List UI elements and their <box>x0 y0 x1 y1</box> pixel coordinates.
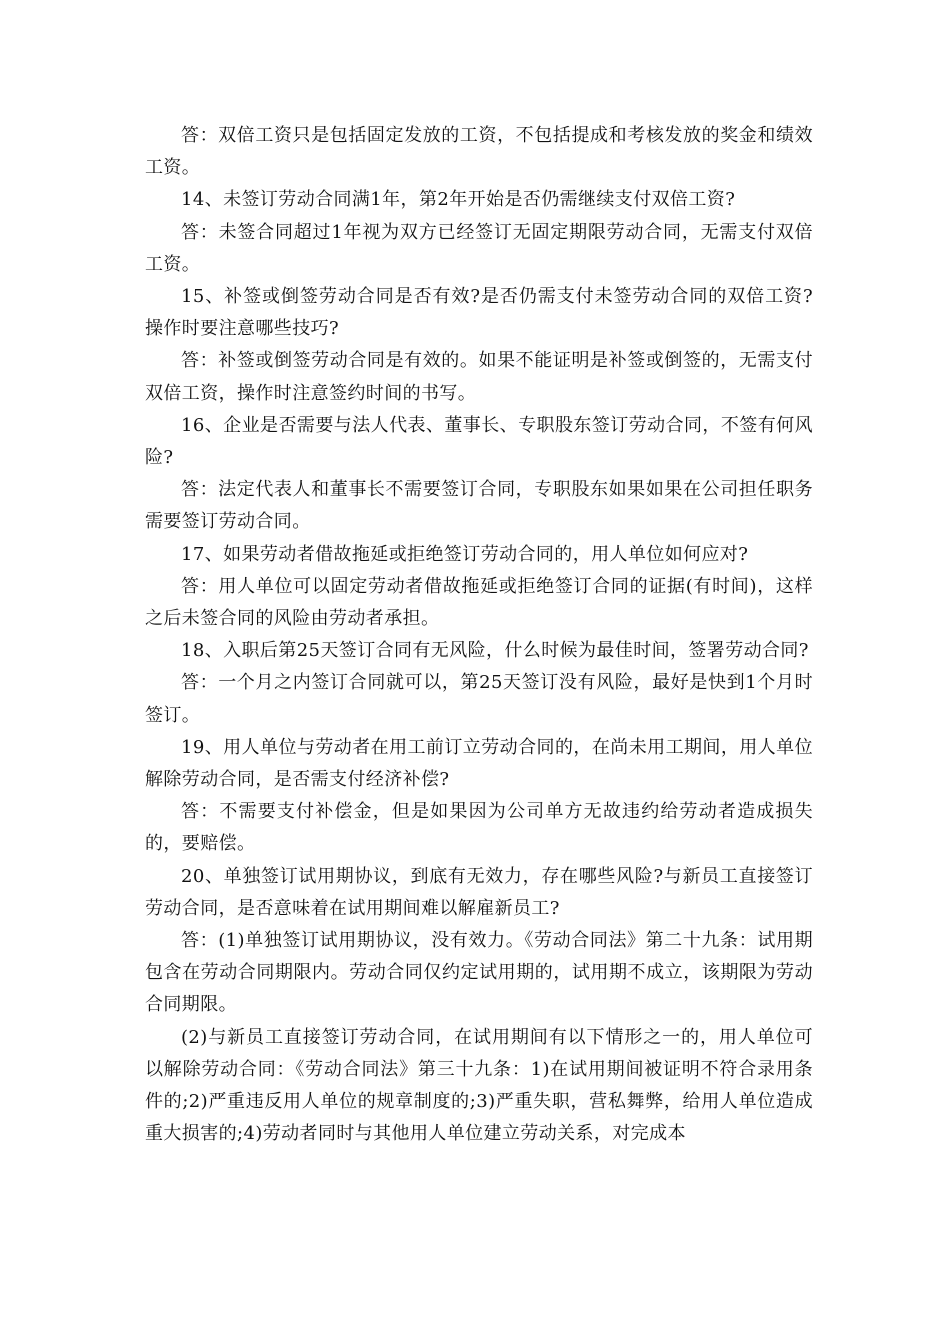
answer-paragraph: 答：一个月之内签订合同就可以，第25天签订没有风险，最好是快到1个月时签订。 <box>145 672 813 726</box>
answer-paragraph: 答：用人单位可以固定劳动者借故拖延或拒绝签订合同的证据(有时间)，这样之后未签合同的风险由劳动者承担。 <box>145 575 813 630</box>
question-paragraph: 16、企业是否需要与法人代表、董事长、专职股东签订劳动合同，不签有何风险? <box>145 414 813 469</box>
answer-paragraph: 答：未签合同超过1年视为双方已经签订无固定期限劳动合同，无需支付双倍工资。 <box>145 221 813 275</box>
answer-paragraph: 答：(1)单独签订试用期协议，没有效力。《劳动合同法》第二十九条：试用期包含在劳动合同期限内。劳动合同仅约定试用期的，试用期不成立，该期限为劳动合同期限。 <box>145 930 813 1016</box>
question-paragraph: 18、入职后第25天签订合同有无风险，什么时候为最佳时间，签署劳动合同? <box>181 640 809 662</box>
answer-paragraph: 答：不需要支付补偿金，但是如果因为公司单方无故违约给劳动者造成损失的，要赔偿。 <box>145 801 813 855</box>
answer-paragraph: 答：双倍工资只是包括固定发放的工资，不包括提成和考核发放的奖金和绩效工资。 <box>145 125 813 179</box>
document-page <box>145 120 813 1151</box>
question-paragraph: 14、未签订劳动合同满1年，第2年开始是否仍需继续支付双倍工资? <box>181 189 736 211</box>
answer-continuation-paragraph: (2)与新员工直接签订劳动合同，在试用期间有以下情形之一的，用人单位可以解除劳动合同：《劳动合同法》第三十九条：1)在试用期间被证明不符合录用条件的;2)严重违反用人单位的规章制度的;3)严重失职，营私舞弊，给用人单位造成重大损害的;4)劳动者同时与其他用人单位建立劳动关系，对完成本 <box>145 1026 813 1145</box>
question-paragraph: 19、用人单位与劳动者在用工前订立劳动合同的，在尚未用工期间，用人单位解除劳动合同，是否需支付经济补偿? <box>145 736 813 791</box>
question-paragraph: 20、单独签订试用期协议，到底有无效力，存在哪些风险?与新员工直接签订劳动合同，是否意味着在试用期间难以解雇新员工? <box>145 865 813 919</box>
question-paragraph: 15、补签或倒签劳动合同是否有效?是否仍需支付未签劳动合同的双倍工资?操作时要注意哪些技巧? <box>145 286 813 340</box>
answer-paragraph: 答：补签或倒签劳动合同是有效的。如果不能证明是补签或倒签的，无需支付双倍工资，操作时注意签约时间的书写。 <box>145 350 813 404</box>
question-paragraph: 17、如果劳动者借故拖延或拒绝签订劳动合同的，用人单位如何应对? <box>181 543 749 565</box>
answer-paragraph: 答：法定代表人和董事长不需要签订合同，专职股东如果如果在公司担任职务需要签订劳动合同。 <box>145 479 813 533</box>
